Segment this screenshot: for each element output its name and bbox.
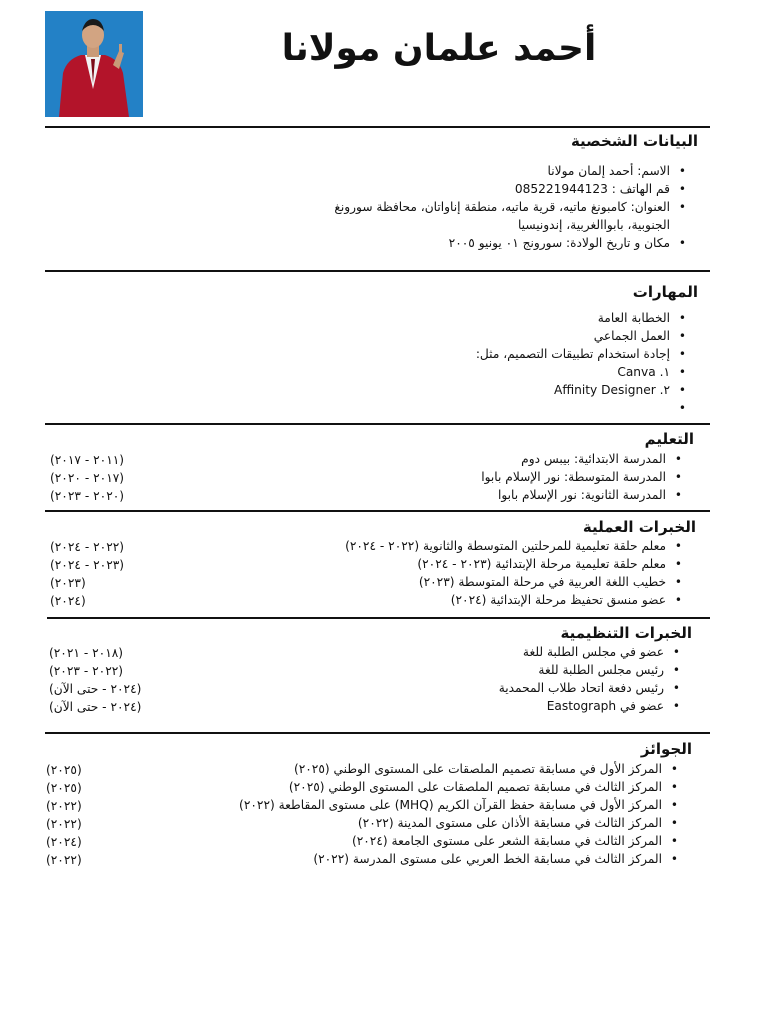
list-item: • المركز الثالث في مسابقة الشعر على مستوى الجامعة (٢٠٢٤) — [222, 832, 682, 850]
date-label: (٢٠١٧ - ٢٠٢٠) — [50, 471, 125, 485]
list-item: • ٢. Affinity Designer — [290, 381, 690, 399]
date-label: (٢٠٢٤) — [46, 835, 82, 849]
list-item: • إجادة استخدام تطبيقات التصميم، مثل: — [290, 345, 690, 363]
personal-info-list — [290, 162, 690, 252]
education-dates — [50, 451, 124, 505]
person-figure-icon — [45, 11, 143, 117]
section-title-education: التعليم — [644, 430, 694, 448]
list-item: • المركز الأول في مسابقة تصميم الملصقات على المستوى الوطني (٢٠٢٥) — [222, 760, 682, 778]
list-item: • عضو في مجلس الطلبة للغة — [284, 643, 684, 661]
date-label: (٢٠٢٣ - ٢٠٢٤) — [50, 558, 125, 572]
section-title-work: الخبرات العملية — [582, 518, 696, 536]
date-label: (٢٠٢٢) — [46, 853, 82, 867]
section-divider — [45, 423, 710, 425]
list-item: • العنوان: كامبونغ ماتيه، قرية ماتيه، منطقة إناواتان، محافظة سورونغ الجنوبية، بابواالغربية، إندونيسيا — [290, 198, 690, 234]
list-item: • المدرسة الابتدائية: بيبس دوم — [286, 450, 686, 468]
list-item: • العمل الجماعي — [290, 327, 690, 345]
section-divider — [45, 732, 710, 734]
date-label: (٢٠٢٢) — [46, 817, 82, 831]
full-name-heading: أحمد علمان مولانا — [281, 28, 597, 69]
list-item: • المركز الثالث في مسابقة الخط العربي على مستوى المدرسة (٢٠٢٢) — [222, 850, 682, 868]
date-label: (٢٠٢٥) — [46, 763, 82, 777]
date-label: (٢٠٢٥) — [46, 781, 82, 795]
awards-dates — [46, 761, 82, 869]
education-list — [286, 450, 686, 504]
list-item: • المدرسة المتوسطة: نور الإسلام بابوا — [286, 468, 686, 486]
section-title-awards: الجوائز — [640, 740, 692, 758]
section-divider — [45, 270, 710, 272]
work-list — [266, 537, 686, 609]
date-label: (٢٠١١ - ٢٠١٧) — [50, 453, 125, 467]
list-item: • رئيس مجلس الطلبة للغة — [284, 661, 684, 679]
work-dates — [50, 538, 124, 610]
date-label: (٢٠٢٤ - حتى الآن) — [49, 700, 142, 714]
date-label: (٢٠١٨ - ٢٠٢١) — [49, 646, 124, 660]
section-title-organization: الخبرات التنظيمية — [560, 624, 692, 642]
section-title-personal: البيانات الشخصية — [570, 132, 698, 150]
date-label: (٢٠٢٣) — [50, 576, 86, 590]
list-item: • المركز الثالث في مسابقة تصميم الملصقات على المستوى الوطني (٢٠٢٥) — [222, 778, 682, 796]
list-item: • المركز الثالث في مسابقة الأذان على مستوى المدينة (٢٠٢٢) — [222, 814, 682, 832]
list-item: • مكان و تاريخ الولادة: سورونج ٠١ يونيو ٢٠٠٥ — [290, 234, 690, 252]
list-item: • خطيب اللغة العربية في مرحلة المتوسطة (٢٠٢٣) — [266, 573, 686, 591]
list-item: • عضو منسق تحفيظ مرحلة الإبتدائية (٢٠٢٤) — [266, 591, 686, 609]
list-item: • رئيس دفعة اتحاد طلاب المحمدية — [284, 679, 684, 697]
list-item: • المدرسة الثانوية: نور الإسلام بابوا — [286, 486, 686, 504]
section-divider — [45, 126, 710, 128]
date-label: (٢٠٢٠ - ٢٠٢٣) — [50, 489, 125, 503]
date-label: (٢٠٢٤) — [50, 594, 86, 608]
section-title-skills: المهارات — [632, 283, 698, 301]
organization-list — [284, 643, 684, 715]
list-item: • ١. Canva — [290, 363, 690, 381]
list-item: • معلم حلقة تعليمية للمرحلتين المتوسطة والثانوية (٢٠٢٢ - ٢٠٢٤) — [266, 537, 686, 555]
date-label: (٢٠٢٢ - ٢٠٢٣) — [49, 664, 124, 678]
profile-photo — [45, 11, 143, 117]
list-item: • عضو في Eastograph — [284, 697, 684, 715]
skills-list — [290, 309, 690, 399]
list-item: • المركز الأول في مسابقة حفظ القرآن الكريم (MHQ) على مستوى المقاطعة (٢٠٢٢) — [222, 796, 682, 814]
date-label: (٢٠٢٢ - ٢٠٢٤) — [50, 540, 125, 554]
awards-list — [222, 760, 682, 868]
section-divider — [45, 510, 710, 512]
section-divider — [47, 617, 710, 619]
list-item: • قم الهاتف : 085221944123 — [290, 180, 690, 198]
organization-dates — [49, 644, 141, 716]
date-label: (٢٠٢٢) — [46, 799, 82, 813]
list-item: • الاسم: أحمد إلمان مولانا — [290, 162, 690, 180]
list-item: • معلم حلقة تعليمية مرحلة الإبتدائية (٢٠٢٣ - ٢٠٢٤) — [266, 555, 686, 573]
date-label: (٢٠٢٤ - حتى الآن) — [49, 682, 142, 696]
list-item: • الخطابة العامة — [290, 309, 690, 327]
